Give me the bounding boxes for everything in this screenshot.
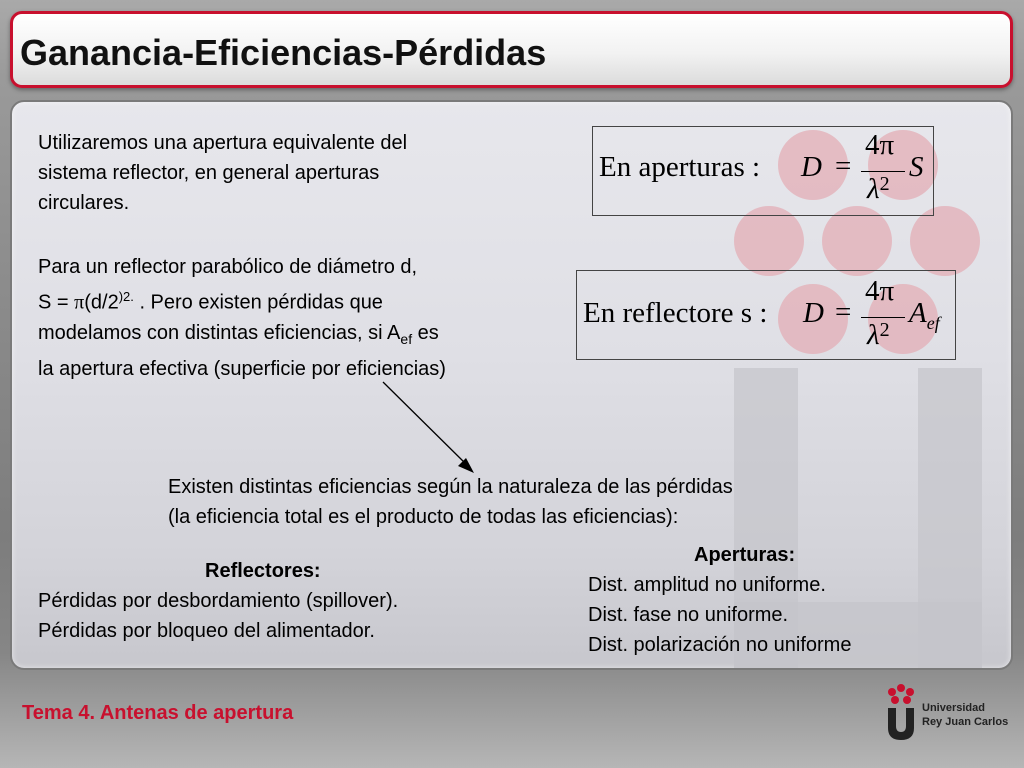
aperturas-heading: Aperturas: xyxy=(694,544,796,566)
logo-line2: Rey Juan Carlos xyxy=(922,716,1009,728)
arrow-pointer xyxy=(380,380,480,480)
formula-lhs: D xyxy=(803,297,824,329)
formula-var: S xyxy=(909,151,924,183)
aperturas-list xyxy=(588,570,851,660)
formula-label: En aperturas : xyxy=(599,151,761,183)
formula-num: 4π xyxy=(865,129,895,161)
fraction-bar xyxy=(861,171,905,172)
formula-reflectores xyxy=(576,270,956,360)
university-logo xyxy=(884,682,1014,758)
logo-line1: Universidad xyxy=(922,702,985,714)
intro-text: Utilizaremos una apertura equivalente del sistema reflector, en general aperturas circulares. xyxy=(38,132,408,214)
formula-var: $A_{ef}$ xyxy=(909,297,940,333)
reflectores-heading: Reflectores: xyxy=(205,560,321,582)
formula-label: En reflectore s : xyxy=(583,297,768,329)
list-item: Dist. amplitud no uniforme. xyxy=(588,574,826,596)
fraction-bar xyxy=(861,317,905,318)
formula-den: $\lambda^2$ xyxy=(867,319,890,351)
efficiencies-intro: Existen distintas eficiencias según la naturaleza de las pérdidas (la eficiencia total es el producto de todas las eficiencias): xyxy=(168,476,733,528)
footer-title: Tema 4. Antenas de apertura xyxy=(22,702,294,724)
watermark-dot xyxy=(822,206,892,276)
formula-eq: = xyxy=(835,296,852,328)
reflectores-list xyxy=(38,586,398,646)
formula-aperturas xyxy=(592,126,934,216)
list-item: Pérdidas por desbordamiento (spillover). xyxy=(38,590,399,612)
formula-lhs: D xyxy=(801,151,822,183)
formula-den: $\lambda^2$ xyxy=(867,173,890,205)
slide-title: Ganancia-Eficiencias-Pérdidas xyxy=(20,32,547,73)
watermark-dot xyxy=(910,206,980,276)
formula-eq: = xyxy=(835,150,852,182)
list-item: Pérdidas por bloqueo del alimentador. xyxy=(38,620,375,642)
list-item: Dist. fase no uniforme. xyxy=(588,604,789,626)
formula-num: 4π xyxy=(865,275,895,307)
list-item: Dist. polarización no uniforme xyxy=(588,634,852,656)
reflector-paragraph: Para un reflector parabólico de diámetro d, $S = \pi(d/2^{)2.}$ . Pero existen pérdidas que modelamos con distintas eficiencias, si $A_{ef}$ es la apertura efectiva (superficie por eficiencias) xyxy=(38,256,446,380)
watermark-dot xyxy=(734,206,804,276)
